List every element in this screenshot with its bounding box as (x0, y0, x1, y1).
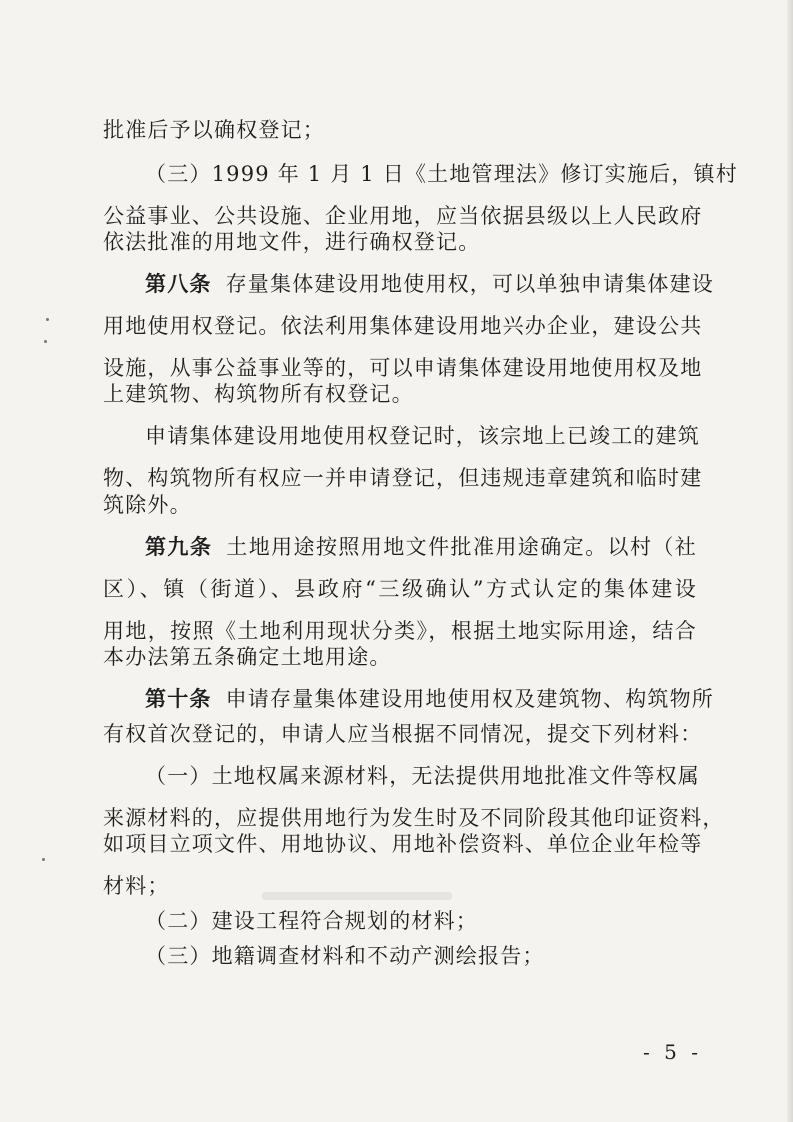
text-line: 物、构筑物所有权应一并申请登记，但违规违章建筑和临时建 (103, 466, 703, 490)
text-line: 公益事业、公共设施、企业用地，应当依据县级以上人民政府 (103, 204, 703, 228)
text-line: 批准后予以确权登记； (103, 118, 325, 142)
text-line: 申请集体建设用地使用权登记时，该宗地上已竣工的建筑 (145, 424, 700, 448)
text-line: 依法批准的用地文件，进行确权登记。 (103, 230, 481, 254)
text-line: （三）1999 年 1 月 1 日《土地管理法》修订实施后，镇村 (145, 162, 738, 186)
text-line: 土地用途按照用地文件批准用途确定。以村（社 (226, 535, 697, 559)
text-line: 用地使用权登记。依法利用集体建设用地兴办企业，建设公共 (103, 314, 703, 338)
text-line: 设施，从事公益事业等的，可以申请集体建设用地使用权及地 (103, 356, 703, 380)
text-line: 用地，按照《土地利用现状分类》，根据土地实际用途，结合 (103, 619, 697, 643)
text-line: （三）地籍调查材料和不动产测绘报告； (145, 944, 545, 968)
text-line: 存量集体建设用地使用权，可以单独申请集体建设 (225, 272, 715, 296)
text-line: 筑除外。 (103, 493, 192, 517)
text-line: 有权首次登记的，申请人应当根据不同情况，提交下列材料： (103, 722, 703, 746)
scan-speck (46, 318, 49, 321)
text-line: 申请存量集体建设用地使用权及建筑物、构筑物所 (225, 687, 715, 711)
text-line: 区）、镇（街道）、县政府“三级确认”方式认定的集体建设 (103, 577, 697, 601)
text-line: 本办法第五条确定土地用途。 (103, 645, 392, 669)
article-9-line (145, 532, 697, 562)
text-line: （一）土地权属来源材料，无法提供用地批准文件等权属 (145, 764, 700, 788)
article-8-line (145, 269, 715, 299)
scan-speck (44, 340, 47, 343)
bleed-through-mark (262, 892, 452, 900)
article-heading: 第十条 (145, 686, 212, 711)
article-heading: 第八条 (145, 271, 212, 296)
scan-edge (787, 0, 793, 1122)
scan-speck (42, 858, 45, 861)
text-line: 如项目立项文件、用地协议、用地补偿资料、单位企业年检等 (103, 832, 703, 856)
text-line: 材料； (103, 874, 170, 898)
article-heading: 第九条 (145, 534, 213, 559)
article-10-line (145, 684, 715, 714)
text-line: （二）建设工程符合规划的材料； (145, 909, 478, 933)
text-line: 来源材料的，应提供用地行为发生时及不同阶段其他印证资料， (103, 806, 725, 830)
page-number: - 5 - (643, 1040, 702, 1064)
text-line: 上建筑物、构筑物所有权登记。 (103, 382, 414, 406)
